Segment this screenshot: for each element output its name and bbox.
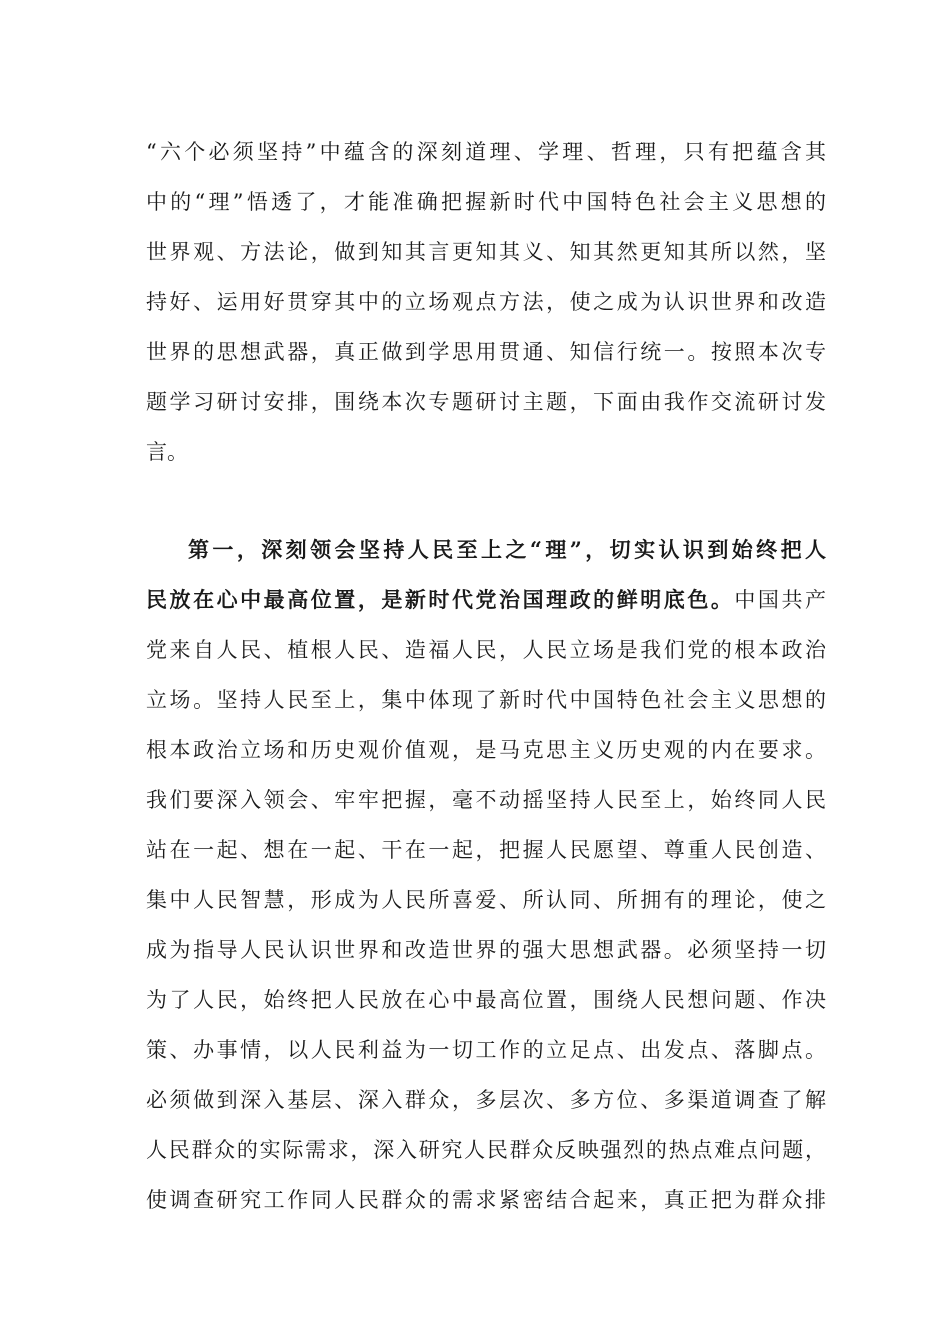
- paragraph1-line: 世界观、方法论，做到知其言更知其义、知其然更知其所以然，坚: [146, 240, 826, 264]
- paragraph2-line: 根本政治立场和历史观价值观，是马克思主义历史观的内在要求。: [146, 738, 826, 762]
- paragraph2-line: 我们要深入领会、牢牢把握，毫不动摇坚持人民至上，始终同人民: [146, 788, 826, 812]
- paragraph1-line: 题学习研讨安排，围绕本次专题研讨主题，下面由我作交流研讨发: [146, 390, 826, 414]
- paragraph2-line: 站在一起、想在一起、干在一起，把握人民愿望、尊重人民创造、: [146, 838, 826, 862]
- paragraph2-line: 集中人民智慧，形成为人民所喜爱、所认同、所拥有的理论，使之: [146, 888, 826, 912]
- paragraph1-line: 言。: [146, 440, 188, 464]
- paragraph1-line: “六个必须坚持”中蕴含的深刻道理、学理、哲理，只有把蕴含其: [146, 140, 826, 164]
- paragraph2-line: 策、办事情，以人民利益为一切工作的立足点、出发点、落脚点。: [146, 1038, 826, 1062]
- paragraph2-line: 立场。坚持人民至上，集中体现了新时代中国特色社会主义思想的: [146, 688, 826, 712]
- paragraph2-body-start: 中国共产: [734, 588, 826, 612]
- paragraph2-line: 为了人民，始终把人民放在心中最高位置，围绕人民想问题、作决: [146, 988, 826, 1012]
- paragraph1-line: 世界的思想武器，真正做到学思用贯通、知信行统一。按照本次专: [146, 340, 826, 364]
- paragraph2-line: 使调查研究工作同人民群众的需求紧密结合起来，真正把为群众排: [146, 1188, 826, 1212]
- paragraph1-line: 持好、运用好贯穿其中的立场观点方法，使之成为认识世界和改造: [146, 290, 826, 314]
- paragraph2-heading-line: 第一，深刻领会坚持人民至上之“理”，切实认识到始终把人: [188, 537, 826, 562]
- paragraph2-line: 人民群众的实际需求，深入研究人民群众反映强烈的热点难点问题，: [146, 1138, 826, 1162]
- paragraph2-mixed-line: [146, 580, 826, 620]
- paragraph2-line: 党来自人民、植根人民、造福人民，人民立场是我们党的根本政治: [146, 638, 826, 662]
- paragraph2-line: 成为指导人民认识世界和改造世界的强大思想武器。必须坚持一切: [146, 938, 826, 962]
- paragraph1-line: 中的“理”悟透了，才能准确把握新时代中国特色社会主义思想的: [146, 190, 826, 214]
- paragraph2-heading-continuation: 民放在心中最高位置，是新时代党治国理政的鲜明底色。: [146, 587, 735, 612]
- paragraph2-line: 必须做到深入基层、深入群众，多层次、多方位、多渠道调查了解: [146, 1088, 826, 1112]
